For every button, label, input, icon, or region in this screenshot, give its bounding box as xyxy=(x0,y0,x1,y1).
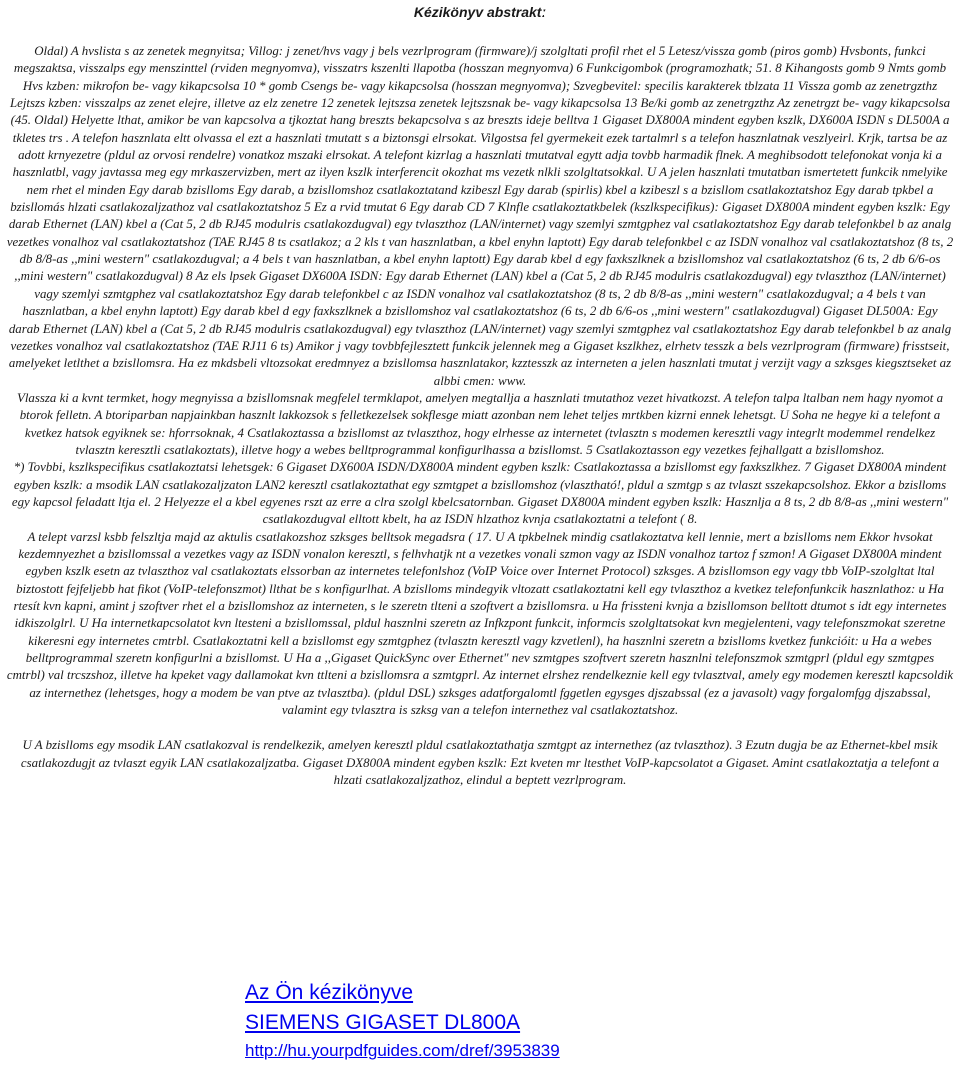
url-link[interactable]: http://hu.yourpdfguides.com/dref/3953839 xyxy=(245,1041,560,1060)
body-paragraph-4: A telept varzsl ksbb felszltja majd az aktulis csatlakozshoz szksges belltsok megadsra ( 17. U A tpkbelnek mindig csatlakoztatva kell lennie, mert a bzislloms nem Ekkor hvsokat kezdemnyezhet a bzisllomssal a vezetkes vagy az ISDN vonalon keresztl, s felhvhatjk nt a vezetkes vonali szmon vagy az ISDN vonalhoz tartoz f szmon! A Gigaset DX800A mindent egyben kszlk esetn az tvlaszthoz val csatlakoztats elssorban az internetes telefonlshoz (VoIP Voice over Internet Protocol) szksges. A bzisllomson egy vagy tbb VoIP-szolgltat ltal biztostott fejfeljebb hat fikot (VoIP-telefonszmot) llthat be s konfigurlhat. A bzislloms mindegyik vltozatt csatlakoztatni kell egy tvlaszthoz a kvetkez telefonfunkcik hasznlathoz: u Ha rtesít kvn kapni, amint j szoftver rhet el a bzisllomshoz az interneten, s le szeretn tlteni a szoftvert a bzisllomsra. u Ha frissteni kvnja a bzisllomson belltott dtumot s idt egy internetes idkiszolglrl. U Ha internetkapcsolatot kvn ltesteni a bzisllomssal, pldul hasznlni szeretn az Infkzpont funkcit, informcis szolgltatsokat kvn megjelenteni, vagy telefonszmokat szeretne kikeresni egy internetes cmtrbl. Csatlakoztatni kell a bzisllomst egy szmtgphez (tvlasztn keresztl vagy kzvetlenl), ha hasznlni szeretn a bzislloms kvetkez funkcióit: u Ha a webes belltprogrammal szeretn konfigurlni a bzisllomst. U Ha a ,,Gigaset QuickSync over Ethernet" nev szmtgpes szoftvert szeretn hasznlni telefonszmok szmtgprl (pldul egy szmtgpes cmtrbl) val trcszshoz, illetve ha kpeket vagy dallamokat kvn ttlteni a bzisllomsra a szmtgprl. Az internet elrshez rendelkeznie kell egy tvlasztval, amely egy modemen keresztl kapcsoldik az internethez (lehetsges, hogy a modem be van ptve az tvlasztba). (pldul DSL) szksges adatforgalomtl fggetlen egysges djszabssal (ez a javasolt) vagy forgalomfgg djszabssal, valamint egy tvlasztra is szksg van a telefon internethez val csatlakoztatshoz. xyxy=(6,529,954,718)
body-paragraph-5: U A bzislloms egy msodik LAN csatlakozval is rendelkezik, amelyen keresztl pldul csatlakoztathatja szmtgpt az internethez (az tvlaszthoz). 3 Ezutn dugja be az Ethernet-kbel msik csatlakozdugjt az tvlaszt egyik LAN csatlakozaljzatba. Gigaset DX800A mindent egyben kszlk: Ezt kveten mr ltesthet VoIP-kapcsolatot a Gigaset. Amint csatlakoztatja a telefont a hlzati csatlakozaljzathoz, elindul a beptett vezrlprogram. xyxy=(20,738,940,788)
body-paragraph-1: Oldal) A hvslista s az zenetek megnyitsa; Villog: j zenet/hvs vagy j bels vezrlprogram (firmware)/j szolgltati profil rhet el 5 Letesz/vissza gomb (piros gomb) Hvsbonts, funkci megszaktsa, visszalps egy menszinttel (rviden megnyomva), visszatrs kszenlti llapotba (hosszan megnyomva) 6 Funkcigombok (programozhatk; 51. 8 Kihangosts gomb 9 Nmts gomb Hvs kzben: mikrofon be- vagy kikapcsolsa 10 * gomb Csengs be- vagy kikapcsolsa (hosszan megnyomva); Szvegbevitel: specilis karakterek tblzata 11 Vissza gomb az zenetrgzthz Lejtszs kzben: visszalps az zenet elejre, illetve az elz zenetre 12 zenetek lejtszsa zenetek lejtszsnak be- vagy kikapcsolsa 13 Be/ki gomb az zenetrgzthz Az zenetrgzt be- vagy kikapcsolsa (45. Oldal) Helyette lthat, amikor be van kapcsolva a tjkoztat hang breszts bekapcsolva s az breszts ideje belltva 1 Gigaset DX800A mindent egyben kszlk, DX600A ISDN s DL500A a tkletes trs . A telefon hasznlata eltt olvassa el ezt a hasznlati tmutatt s a biztonsgi elrsokat. Vilgostsa fel gyermekeit ezek tartalmrl s a telefon hasznlatnak veszlyeirl. Krjk, tartsa be az adott krnyezetre (pldul az orvosi rendelre) vonatkoz mszaki elrsokat. A telefont kizrlag a hasznlati tmutatval egytt adja tovbb harmadik flnek. A meghibsodott telefonokat vonja ki a hasznlatbl, vagy javtassa meg egy mrkaszervizben, mert az ilyen kszlk interferencit okozhat ms vezetk nlkli szolgltatsokkal. U A jelen hasznlati tmutatban ismertetett funkcik nmelyike nem rhet el minden Egy darab bzislloms Egy darab, a bzisllomshoz csatlakoztatand kzibeszl Egy darab (spirlis) kbel a kzibeszl s a bzisllom csatlakoztatshoz Egy darab tpkbel a bzisllomás hlzati csatlakozaljzathoz val csatlakoztatshoz 5 Ez a rvid tmutat 6 Egy darab CD 7 Klnfle csatlakoztatkbelek (kszlkspecifikus): Gigaset DX800A mindent egyben kszlk: Egy darab Ethernet (LAN) kbel a (Cat 5, 2 db RJ45 modulris csatlakozdugval) egy tvlaszthoz (LAN/internet) vagy szemlyi szmtgphez val csatlakoztatshoz Egy darab telefonkbel b az analg vezetkes vonalhoz val csatlakoztatshoz (TAE RJ45 8 ts csatlakoz; a 2 kls t van hasznlatban, a kbel enyhn laptott) Egy darab telefonkbel c az ISDN vonalhoz val csatlakoztatshoz (8 ts, 2 db 8/8-as ,,mini western" csatlakozdugval; a 4 bels t van hasznlatban, a kbel enyhn laptott) Egy darab kbel d egy faxkszlknek a bzisllomshoz val csatlakoztatshoz (6 ts, 2 db 6/6-os ,,mini western" csatlakozdugval) 8 Az els lpsek Gigaset DX600A ISDN: Egy darab Ethernet (LAN) kbel a (Cat 5, 2 db RJ45 modulris csatlakozdugval) egy tvlaszthoz (LAN/internet) vagy szemlyi szmtgphez val csatlakoztatshoz Egy darab telefonkbel c az ISDN vonalhoz val csatlakoztatshoz (8 ts, 2 db 8/8-as ,,mini western" csatlakozdugval; a 4 bels t van hasznlatban, a kbel enyhn laptott) Egy darab kbel d egy faxkszlknek a bzisllomshoz val csatlakoztatshoz (6 ts, 2 db 6/6-os ,,mini western" csatlakozdugval) Gigaset DL500A: Egy darab Ethernet (LAN) kbel a (Cat 5, 2 db RJ45 modulris csatlakozdugval) egy tvlaszthoz (LAN/internet) vagy szemlyi szmtgphez val csatlakoztatshoz Egy darab telefonkbel b az analg vezetkes vonalhoz val csatlakoztatshoz (TAE RJ11 6 ts) Amikor j vagy tovbbfejlesztett funkcik jelennek meg a Gigaset kszlkhez, elrhetv tesszk a bels vezrlprogram (firmware) frisstseit, amelyeket letlthet a bzisllomsra. Ha ez mkdsbeli vltozsokat eredmnyez a bzisllomsa hasznlatakor, kzztesszk az interneten a jelen hasznlati tmutat j verzijt vagy a szksges kiegsztseket az albbi cmen: www. xyxy=(6,44,954,388)
paragraph-gap xyxy=(6,719,954,737)
manual-link[interactable]: Az Ön kézikönyve xyxy=(245,981,414,1004)
body-paragraph-2: Vlassza ki a kvnt termket, hogy megnyissa a bzisllomsnak megfelel termklapot, amelyen megtallja a hasznlati tmutathoz vezet hivatkozst. A telefon talpa ltalban nem hagy nyomot a btorok felletn. A btoriparban napjainkban hasznlt lakkozsok s felletkezelsek sokflesge miatt azonban nem lehet teljes mrtkben kizrni ennek lehetsgt. U Soha ne hegye ki a telefont a kvetkez hatsok egyiknek se: hforrsoknak, 4 Csatlakoztassa a bzisllomst az tvlaszthoz, hogy elrhesse az internetet (tvlasztn s modemen keresztli vagy integrlt modemmel rendelkez tvlasztn keresztli csatlakoztats), illetve hogy a webes belltprogrammal konfigurlhassa a bzisllomst. 5 Csatlakoztasson egy vezetkes fejhallgatt a bzisllomshoz. xyxy=(16,390,944,457)
body-paragraph-3: *) Tovbbi, kszlkspecifikus csatlakoztatsi lehetsgek: 6 Gigaset DX600A ISDN/DX800A mindent egyben kszlk: Csatlakoztassa a bzisllomst egy faxkszlkhez. 7 Gigaset DX800A mindent egyben kszlk: a msodik LAN csatlakozaljzaton LAN2 keresztl csatlakoztathat egy szmtgpet a bzisllomshoz (vlasztható!, pldul a szmtgp s az tvlaszt sszekapcsolshoz. Ekkor a bzislloms egy kapcsol feladatt ltja el. 2 Helyezze el a kbel egyenes rszt az erre a clra szolgl kbelcsatornban. Gigaset DX800A mindent egyben kszlk: Hasznlja a 8 ts, 2 db 8/8-as ,,mini western" csatlakozdugval elltott kbelt, ha az ISDN hlzathoz kvnja csatlakoztatni a telefont ( 8. xyxy=(11,460,949,527)
product-link[interactable]: SIEMENS GIGASET DL800A xyxy=(245,1011,521,1034)
manual-links xyxy=(245,978,560,1064)
document-title: Kézikönyv abstraktː xyxy=(413,4,547,20)
